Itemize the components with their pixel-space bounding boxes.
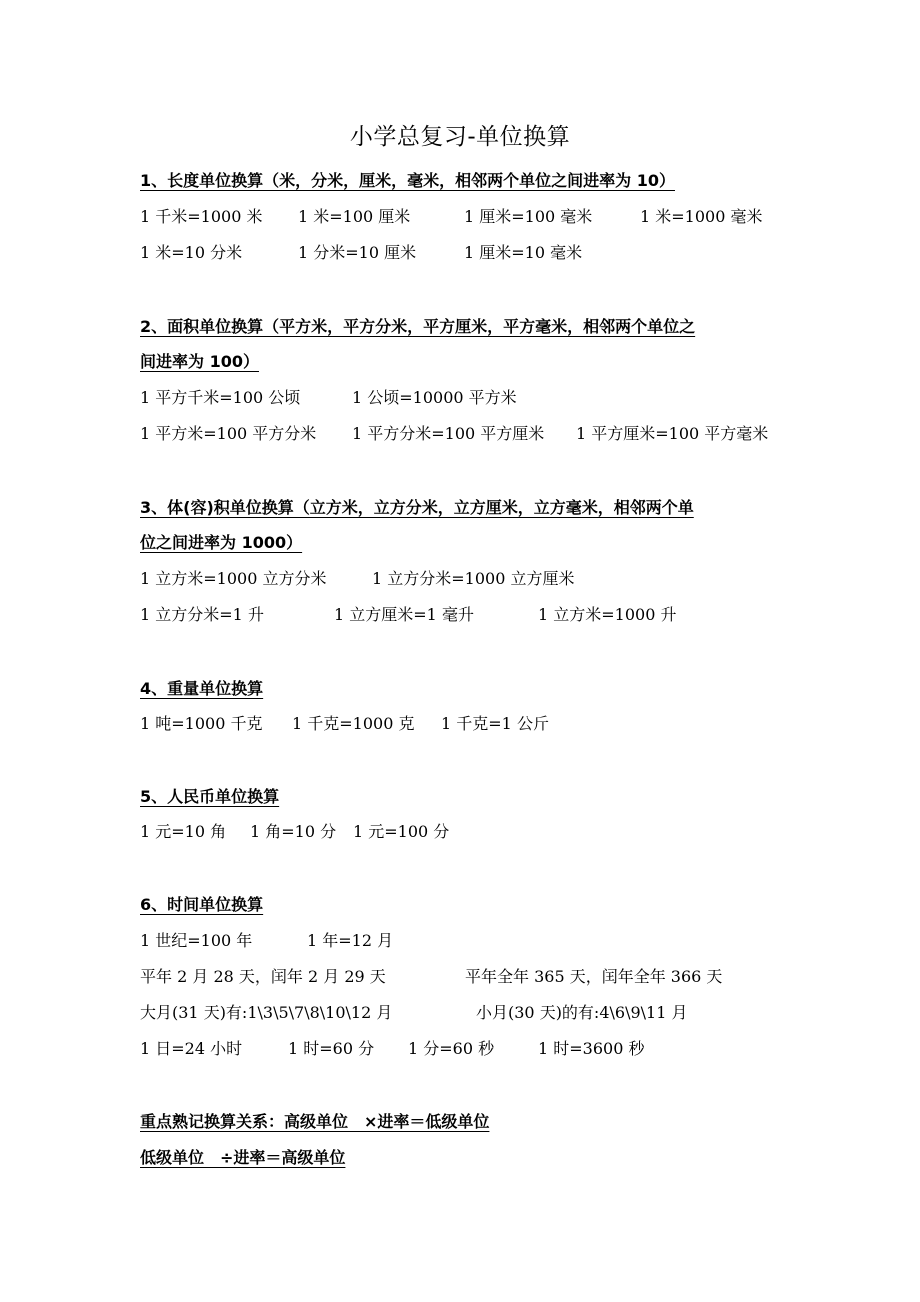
conversion-item: 1 米=10 分米 xyxy=(140,243,243,262)
conversion-item: 1 千米=1000 米 xyxy=(140,207,263,226)
conversion-item: 1 吨=1000 千克 xyxy=(140,714,263,733)
conversion-item: 1 元=100 分 xyxy=(353,822,450,841)
section-3-heading: 3、体(容)积单位换算（立方米，立方分米，立方厘米，立方毫米，相邻两个单 xyxy=(140,498,694,517)
key-rule-1: 重点熟记换算关系：高级单位 ×进率＝低级单位 xyxy=(140,1112,490,1131)
conversion-item: 1 立方分米=1 升 xyxy=(140,605,264,624)
conversion-item: 大月(31 天)有:1\3\5\7\8\10\12 月 xyxy=(140,1003,393,1022)
conversion-item: 1 日=24 小时 xyxy=(140,1039,243,1058)
conversion-item: 1 时=3600 秒 xyxy=(538,1039,645,1058)
conversion-item: 1 元=10 角 xyxy=(140,822,227,841)
conversion-item: 1 公顷=10000 平方米 xyxy=(352,388,517,407)
section-4-heading: 4、重量单位换算 xyxy=(140,679,264,698)
conversion-item: 1 立方分米=1000 立方厘米 xyxy=(372,569,575,588)
conversion-item: 1 米=1000 毫米 xyxy=(640,207,763,226)
conversion-item: 1 世纪=100 年 xyxy=(140,931,253,950)
section-1-heading: 1、长度单位换算（米，分米，厘米，毫米，相邻两个单位之间进率为 10） xyxy=(140,171,675,190)
conversion-item: 1 厘米=100 毫米 xyxy=(464,207,593,226)
section-5-heading: 5、人民币单位换算 xyxy=(140,787,280,806)
page-title: 小学总复习-单位换算 xyxy=(349,124,571,150)
conversion-item: 1 米=100 厘米 xyxy=(298,207,411,226)
conversion-item: 1 角=10 分 xyxy=(250,822,337,841)
conversion-item: 1 千克=1 公斤 xyxy=(441,714,549,733)
conversion-item: 1 平方千米=100 公顷 xyxy=(140,388,301,407)
conversion-item: 1 年=12 月 xyxy=(307,931,394,950)
conversion-item: 1 千克=1000 克 xyxy=(292,714,415,733)
section-2-heading: 2、面积单位换算（平方米，平方分米，平方厘米，平方毫米，相邻两个单位之 xyxy=(140,317,696,336)
section-2-heading-cont: 间进率为 100） xyxy=(140,352,259,371)
conversion-item: 平年 2 月 28 天，闰年 2 月 29 天 xyxy=(140,967,386,986)
conversion-item: 1 厘米=10 毫米 xyxy=(464,243,583,262)
conversion-item: 1 立方米=1000 立方分米 xyxy=(140,569,327,588)
section-6-heading: 6、时间单位换算 xyxy=(140,895,264,914)
key-rule-2: 低级单位 ÷进率＝高级单位 xyxy=(140,1148,346,1167)
conversion-item: 平年全年 365 天，闰年全年 366 天 xyxy=(465,967,723,986)
conversion-item: 1 平方分米=100 平方厘米 xyxy=(352,424,545,443)
conversion-item: 1 立方米=1000 升 xyxy=(538,605,677,624)
conversion-item: 小月(30 天)的有:4\6\9\11 月 xyxy=(476,1003,688,1022)
section-3-heading-cont: 位之间进率为 1000） xyxy=(140,533,303,552)
conversion-item: 1 分米=10 厘米 xyxy=(298,243,417,262)
conversion-item: 1 时=60 分 xyxy=(288,1039,375,1058)
conversion-item: 1 平方厘米=100 平方毫米 xyxy=(576,424,769,443)
conversion-item: 1 平方米=100 平方分米 xyxy=(140,424,317,443)
conversion-item: 1 分=60 秒 xyxy=(408,1039,495,1058)
conversion-item: 1 立方厘米=1 毫升 xyxy=(334,605,474,624)
